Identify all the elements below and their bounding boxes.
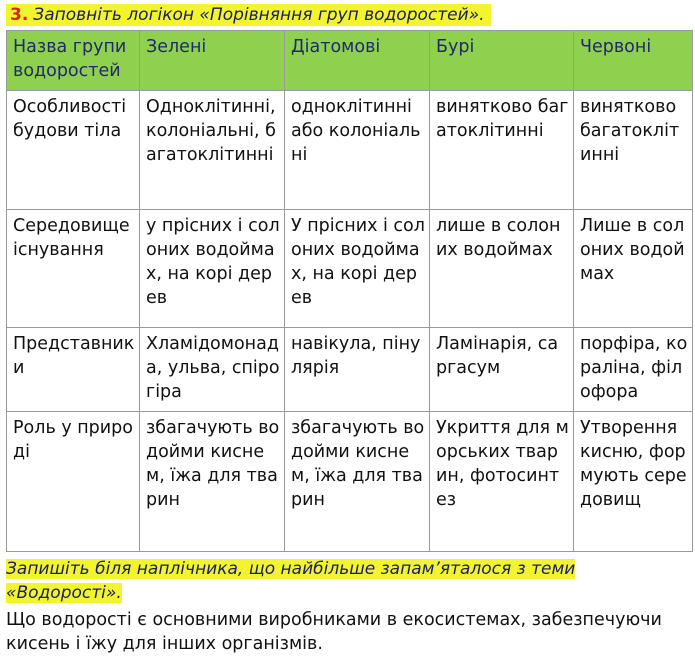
table-cell: Одноклітинні, колоніальні, багатоклітинні	[140, 91, 285, 210]
table-cell: одноклітинні або колоніальні	[285, 91, 430, 210]
table-cell: У прісних і солоних водоймах, на корі дерев	[285, 210, 430, 328]
table-cell: збагачують водойми киснем, їжа для тварин	[140, 412, 285, 552]
header-cell: Бурі	[430, 31, 574, 91]
comparison-table	[6, 30, 693, 552]
table-row	[7, 91, 693, 210]
table-cell: Утворення кисню, формують середовищ	[574, 412, 693, 552]
answer-text: Що водорості є основними виробниками в екосистемах, забезпечуючи кисень і їжу для інших організмів.	[6, 610, 662, 654]
instruction-line-2: «Водорості».	[6, 583, 122, 603]
table-cell: лише в солоних водоймах	[430, 210, 574, 328]
table-cell: Укриття для морських тварин, фотосинтез	[430, 412, 574, 552]
table-cell: Ламінарія, саргасум	[430, 328, 574, 412]
table-cell: винятково багатоклітинні	[574, 91, 693, 210]
header-cell: Червоні	[574, 31, 693, 91]
table-cell: Хламідомонада, ульва, спірогіра	[140, 328, 285, 412]
table-row	[7, 328, 693, 412]
table-cell: винятково багатоклітинні	[430, 91, 574, 210]
task-text: Заповніть логікон «Порівняння груп водоростей».	[33, 5, 485, 25]
instruction-note	[6, 557, 692, 605]
table-cell: порфіра, кораліна, філофора	[574, 328, 693, 412]
table-cell: у прісних і солоних водоймах, на корі дерев	[140, 210, 285, 328]
row-label: Представники	[7, 328, 140, 412]
task-title	[6, 4, 491, 26]
header-cell: Діатомові	[285, 31, 430, 91]
instruction-line-1: Запишіть біля наплічника, що найбільше запам’яталося з теми	[6, 559, 576, 579]
table-row	[7, 210, 693, 328]
row-label: Особливості будови тіла	[7, 91, 140, 210]
row-label: Роль у природі	[7, 412, 140, 552]
table-cell: навікула, пінулярія	[285, 328, 430, 412]
table-cell: збагачують водойми киснем, їжа для тварин	[285, 412, 430, 552]
table-cell: Лише в солоних водоймах	[574, 210, 693, 328]
table-header-row	[7, 31, 693, 91]
header-cell: Назва групи водоростей	[7, 31, 140, 91]
header-cell: Зелені	[140, 31, 285, 91]
task-number: 3.	[10, 5, 29, 25]
table-row	[7, 412, 693, 552]
row-label: Середовище існування	[7, 210, 140, 328]
